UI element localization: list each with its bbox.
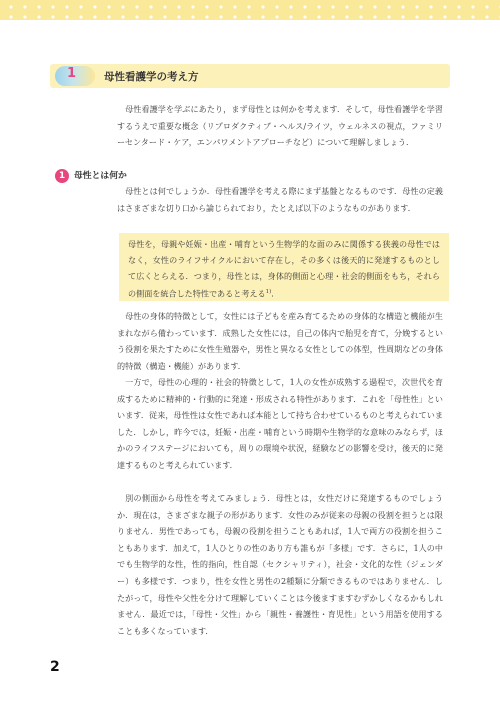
- paragraph-1: 母性とは何でしょうか．母性看護学を考える際にまず基盤となるものです．母性の定義はさまざまな切り口から論じられており，たとえば以下のようなものがあります．: [117, 186, 443, 213]
- top-decorative-band: [0, 0, 500, 20]
- reference-marker: 1): [265, 289, 272, 295]
- definition-end: ．: [271, 288, 280, 299]
- paragraph-4: 別の側面から母性を考えてみましょう．母性とは，女性だけに発達するものでしょうか．現在は，さまざまな親子の形があります．女性のみが従来の母親の役割を担うとは限りません．男性であっても，母親の役割を担うこともあれば，1人で両方の役割を担うこともあります．加えて，1人ひとりの性のあり方も誰もが「多様」です．さらに，1人の中でも生物学的な性，性的指向，性自認（セクシャリティ），社会・文化的な性（ジェンダー）も多様です．つまり，性を女性と男性の2種類に分類できるものではありません．したがって，母性や父性を分けて理解していくことは今後ますますむずかしくなるかもしれません．最近では，「母性・父性」から「親性・養護性・育児性」という用語を使用することも多くなっています．: [117, 493, 443, 636]
- definition-text: 母性を，母親や妊娠・出産・哺育という生物学的な面のみに関係する狭義の母性ではなく，女性のライフサイクルにおいて存在し，その多くは後天的に発達するものとして広くとらえる．つまり，母性とは，身体的側面と心理・社会的側面をもち，それらの側面を統合した特性であると考える: [128, 239, 440, 299]
- paragraph-3: 一方で，母性の心理的・社会的特徴として，1人の女性が成熟する過程で，次世代を育成するために精神的・行動的に発達・形成される特性があります．これを「母性性」といいます．従来，母性性は女性であれば本能として持ち合わせているものと考えられていました．しかし，昨今では，妊娠・出産・哺育という時期や生物学的な意味のみならず，ほかのライフステージにおいても，周りの環境や状況，経験などの影響を受け，後天的に発達するものと考えられています．: [117, 377, 443, 470]
- section-title: 母性看護学の考え方: [104, 71, 199, 83]
- page-number: 2: [50, 659, 60, 675]
- intro-paragraph: 母性看護学を学ぶにあたり，まず母性とは何かを考えます．そして，母性看護学を学習するうえで重要な概念（リプロダクティブ・ヘルス/ライツ，ウェルネスの視点，ファミリーセンタード・ケア，エンパワメントアプローチなど）について理解しましょう．: [117, 104, 443, 148]
- paragraph-2: 母性の身体的特徴として，女性には子どもを産み育てるための身体的な構造と機能が生まれながら備わっています．成熟した女性には，自己の体内で胎児を育て，分娩するという役割を果たすために女性生殖器や，男性と異なる女性としての体型，性周期などの身体的特徴（構造・機能）があります．: [117, 311, 443, 371]
- subsection-number-badge: 1: [55, 169, 69, 183]
- section-number: 1: [67, 66, 77, 81]
- section-number-badge: [55, 66, 95, 86]
- subsection-title: 母性とは何か: [74, 171, 127, 181]
- definition-quote: [128, 236, 440, 302]
